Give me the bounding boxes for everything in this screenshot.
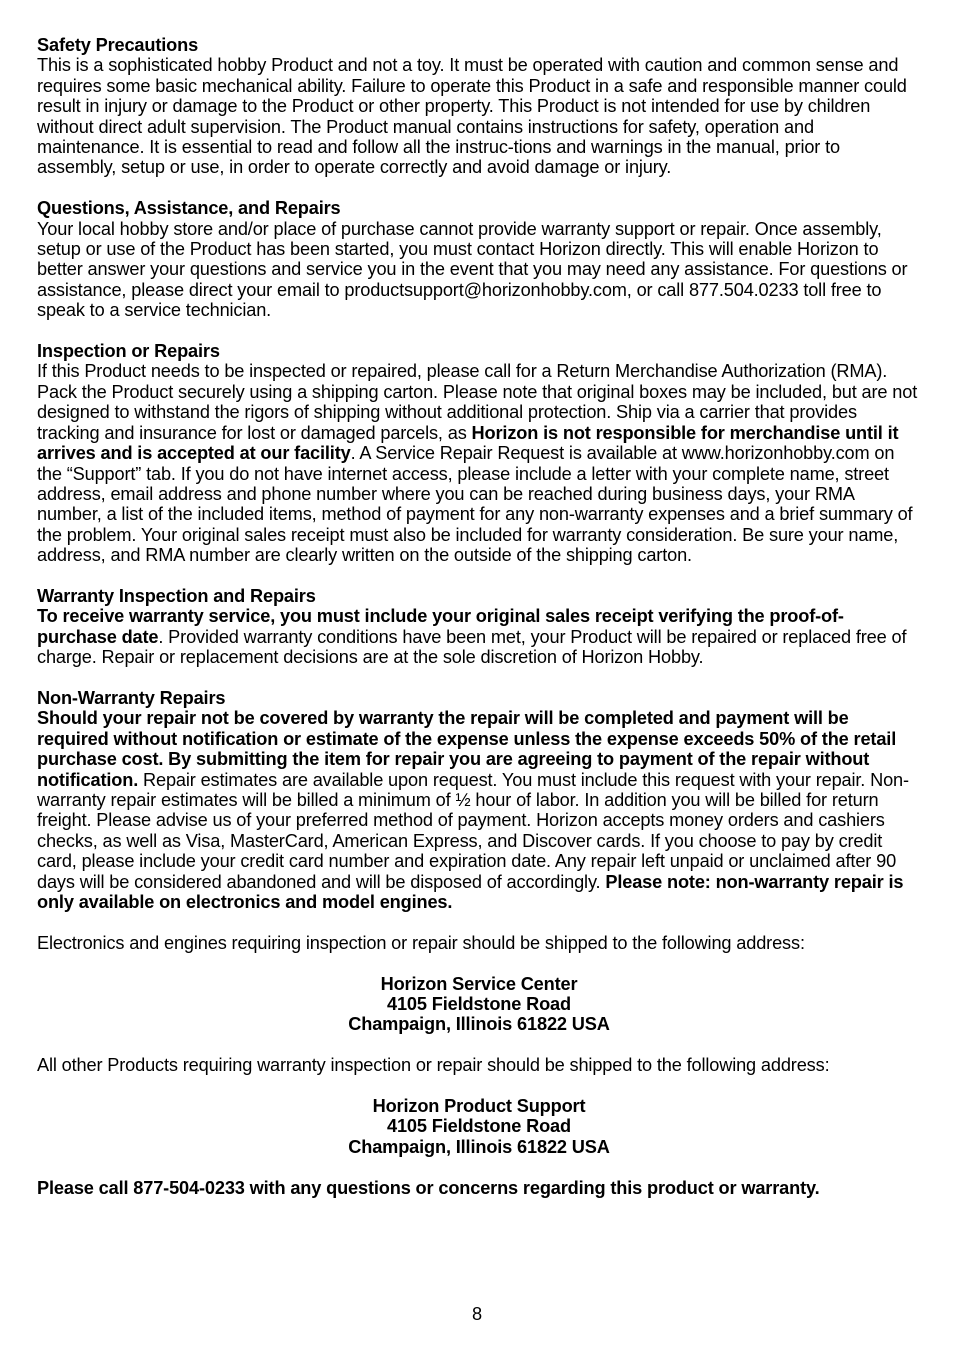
questions-heading: Questions, Assistance, and Repairs — [37, 198, 341, 219]
product-support-street: 4105 Fieldstone Road — [387, 1116, 571, 1137]
inspection-body-part-2: . A Service Repair Request is available at www.horizonhobby.com on the “Support” tab. If you do not have internet access, please include a letter with your complete name, street address, email address and phone number where you can be reached during business days, your RMA number, a list of the included items, method of payment for any non-warranty expenses and a brief summary of the problem. Your original sales receipt must also be included for warranty consideration. Be sure your name, address, and RMA number are clearly written on the outside of the shipping carton. — [37, 443, 913, 566]
product-support-address — [37, 1096, 921, 1157]
closing-notice: Please call 877-504-0233 with any questions or concerns regarding this product or warranty. — [37, 1177, 820, 1198]
service-center-city: Champaign, Illinois 61822 USA — [348, 1014, 610, 1035]
other-intro-section — [37, 1055, 921, 1075]
warranty-section — [37, 586, 921, 668]
service-center-street: 4105 Fieldstone Road — [387, 994, 571, 1014]
service-center-address — [37, 974, 921, 1035]
inspection-body-part-1: If this Product needs to be inspected or repaired, please call for a Return Merchandise Authorization (RMA). Pack the Product securely using a shipping carton. Please note that original boxes may be included, but are not designed to withstand the rigors of shipping without additional protection. Ship via a carrier that provides tracking and insurance for lost or damaged parcels, as — [37, 361, 918, 443]
non-warranty-section — [37, 688, 921, 912]
safety-body: This is a sophisticated hobby Product and not a toy. It must be operated with caution and common sense and requires some basic mechanical ability. Failure to operate this Product in a safe and responsible manner could result in injury or damage to the Product or other property. This Product is not intended for use by children without direct adult supervision. The Product manual contains instructions for safety, operation and maintenance. It is essential to read and follow all the instruc-tions and warnings in the manual, prior to assembly, setup or use, in order to operate correctly and avoid damage or injury. — [37, 55, 907, 178]
service-center-name: Horizon Service Center — [380, 973, 578, 994]
manual-page — [37, 35, 921, 1198]
other-intro: All other Products requiring warranty inspection or repair should be shipped to the following address: — [37, 1055, 830, 1076]
questions-section — [37, 198, 921, 320]
safety-section — [37, 35, 921, 178]
non-warranty-body-text: Repair estimates are available upon request. You must include this request with your repair. Non-warranty repair estimates will be billed a minimum of ½ hour of labor. In addition you will be billed for return freight. Please advise us of your preferred method of payment. Horizon accepts money orders and cashiers checks, as well as Visa, MasterCard, American Express, and Discover cards. If you choose to pay by credit card, please include your credit card number and expiration date. Any repair left unpaid or unclaimed after 90 days will be considered abandoned and will be disposed of accordingly. — [37, 769, 909, 892]
non-warranty-body — [37, 708, 921, 912]
page-number: 8 — [471, 1304, 483, 1324]
warranty-body-text: . Provided warranty conditions have been met, your Product will be repaired or replaced free of charge. Repair or replacement decisions are at the sole discretion of Horizon Hobby. — [37, 626, 907, 668]
product-support-city: Champaign, Illinois 61822 USA — [348, 1136, 610, 1157]
non-warranty-heading: Non-Warranty Repairs — [37, 687, 226, 708]
warranty-body — [37, 606, 921, 667]
non-warranty-bold-note: Please note: non-warranty repair is only available on electronics and model engines. — [37, 871, 904, 912]
safety-heading: Safety Precautions — [37, 35, 199, 55]
warranty-heading: Warranty Inspection and Repairs — [37, 585, 316, 606]
electronics-intro-section — [37, 933, 921, 953]
inspection-section — [37, 341, 921, 565]
non-warranty-bold-notice: Should your repair not be covered by warranty the repair will be completed and payment will be required without notification or estimate of the expense unless the expense exceeds 50% of the retail purchase cost. By submitting the item for repair you are agreeing to payment of the repair without notification. — [37, 708, 897, 790]
inspection-body — [37, 361, 921, 565]
inspection-heading: Inspection or Repairs — [37, 341, 220, 362]
warranty-bold-notice: To receive warranty service, you must include your original sales receipt verifying the proof-of-purchase date — [37, 606, 844, 647]
electronics-intro: Electronics and engines requiring inspection or repair should be shipped to the following address: — [37, 932, 805, 953]
inspection-bold-notice: Horizon is not responsible for merchandise until it arrives and is accepted at our facility — [37, 422, 899, 464]
questions-body: Your local hobby store and/or place of purchase cannot provide warranty support or repair. Once assembly, setup or use of the Product has been started, you must contact Horizon directly. This will enable Horizon to better answer your questions and service you in the event that you may need any assistance. For questions or assistance, please direct your email to productsupport@horizonhobby.com, or call 877.504.0233 toll free to speak to a service technician. — [37, 218, 908, 321]
product-support-name: Horizon Product Support — [372, 1096, 586, 1116]
